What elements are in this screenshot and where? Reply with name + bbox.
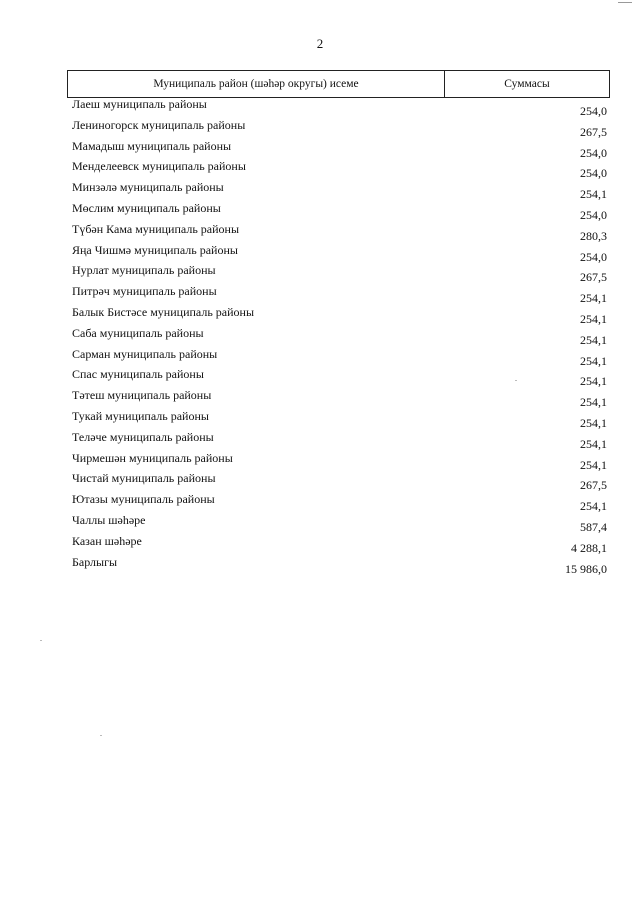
scan-speck <box>100 735 102 736</box>
row-amount: 254,1 <box>580 311 607 326</box>
table-row <box>72 555 607 576</box>
table-row <box>72 471 607 492</box>
row-amount: 587,4 <box>580 519 607 534</box>
row-name: Нурлат муниципаль районы <box>72 263 216 278</box>
table-row <box>72 534 607 555</box>
table-row <box>72 222 607 243</box>
row-name: Минзәлә муниципаль районы <box>72 180 224 195</box>
table-row <box>72 451 607 472</box>
table-row <box>72 347 607 368</box>
row-name: Мамадыш муниципаль районы <box>72 138 232 153</box>
table-row <box>72 263 607 284</box>
table-row <box>72 243 607 264</box>
table-row <box>72 388 607 409</box>
row-name: Яңа Чишмә муниципаль районы <box>72 242 238 257</box>
row-amount: 280,3 <box>580 228 607 243</box>
row-name: Питрәч муниципаль районы <box>72 284 217 299</box>
row-name: Спас муниципаль районы <box>72 367 204 382</box>
row-amount: 254,1 <box>580 291 607 306</box>
row-amount: 254,0 <box>580 145 607 160</box>
row-name: Чистай муниципаль районы <box>72 471 216 486</box>
row-amount: 254,1 <box>580 395 607 410</box>
row-name: Түбән Кама муниципаль районы <box>72 221 240 236</box>
row-name: Саба муниципаль районы <box>72 325 204 340</box>
row-name: Теләче муниципаль районы <box>72 429 214 444</box>
row-amount: 254,1 <box>580 374 607 389</box>
row-amount: 254,1 <box>580 332 607 347</box>
scan-speck <box>40 640 42 641</box>
row-amount: 254,1 <box>580 353 607 368</box>
table-row <box>72 430 607 451</box>
row-name: Лаеш муниципаль районы <box>72 97 207 111</box>
row-amount: 254,1 <box>580 499 607 514</box>
row-amount: 254,0 <box>580 207 607 222</box>
table-row <box>72 284 607 305</box>
table-row <box>72 201 607 222</box>
table-row <box>72 492 607 513</box>
table-row <box>72 326 607 347</box>
row-amount: 267,5 <box>580 124 607 139</box>
row-name: Казан шәһәре <box>72 533 142 548</box>
row-name: Тукай муниципаль районы <box>72 408 209 423</box>
row-amount: 254,1 <box>580 415 607 430</box>
table-row <box>72 305 607 326</box>
row-amount: 15 986,0 <box>565 561 607 576</box>
row-name: Менделеевск муниципаль районы <box>72 159 246 174</box>
row-amount: 254,0 <box>580 104 607 118</box>
row-name: Мөслим муниципаль районы <box>72 200 221 215</box>
scan-mark <box>618 2 632 3</box>
column-header-amount: Суммасы <box>504 78 550 90</box>
table-row <box>72 367 607 388</box>
row-name: Лениногорск муниципаль районы <box>72 117 246 132</box>
row-name: Чирмешән муниципаль районы <box>72 450 233 465</box>
row-name: Чаллы шәһәре <box>72 512 146 527</box>
row-name: Барлыгы <box>72 554 118 569</box>
row-amount: 254,1 <box>580 187 607 202</box>
table-row <box>72 159 607 180</box>
table-row <box>72 97 607 118</box>
row-amount: 254,0 <box>580 249 607 264</box>
table-body <box>72 97 607 575</box>
row-amount: 267,5 <box>580 270 607 285</box>
table-row <box>72 139 607 160</box>
row-amount: 254,1 <box>580 436 607 451</box>
table-row <box>72 409 607 430</box>
row-name: Сарман муниципаль районы <box>72 346 218 361</box>
column-header-name: Муниципаль район (шәһәр округы) исеме <box>68 71 445 97</box>
row-amount: 254,1 <box>580 457 607 472</box>
page-number: 2 <box>316 36 324 51</box>
table-header <box>67 70 610 98</box>
table-row <box>72 513 607 534</box>
row-amount: 254,0 <box>580 166 607 181</box>
row-name: Балык Бистәсе муниципаль районы <box>72 304 255 319</box>
table-row <box>72 180 607 201</box>
row-amount: 267,5 <box>580 478 607 493</box>
row-amount: 4 288,1 <box>571 540 607 555</box>
row-name: Ютазы муниципаль районы <box>72 492 215 507</box>
table-row <box>72 118 607 139</box>
row-name: Тәтеш муниципаль районы <box>72 388 212 403</box>
